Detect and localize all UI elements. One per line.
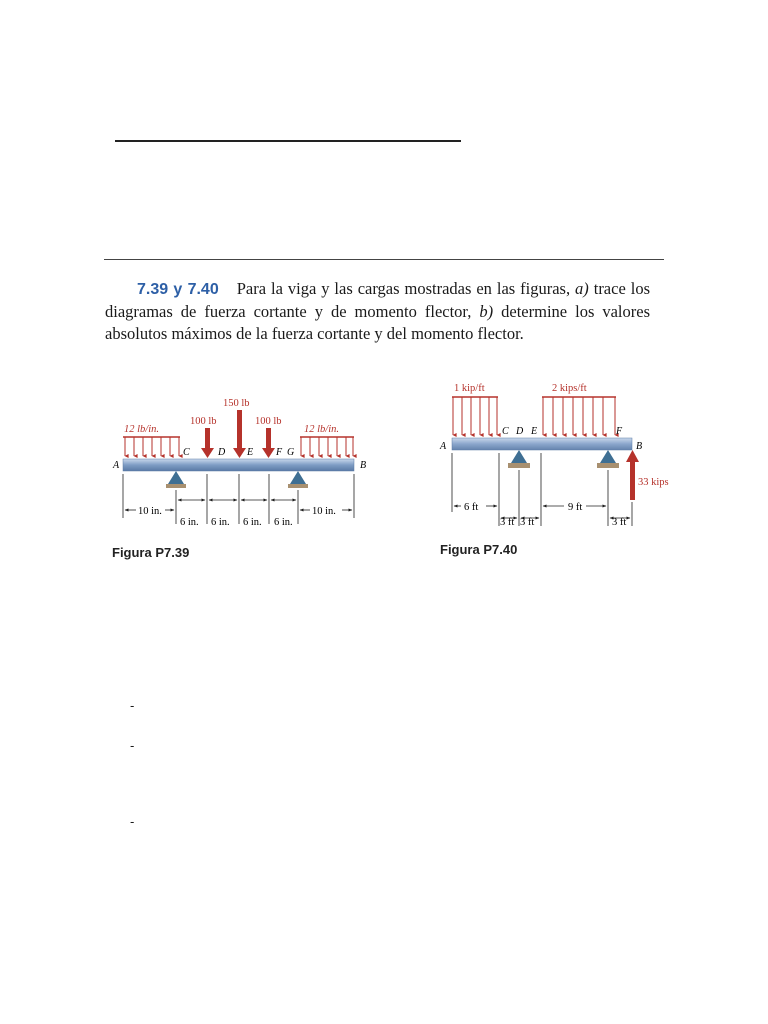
- list-dash-1: -: [130, 698, 135, 713]
- point-a-label: A: [113, 460, 120, 471]
- problem-text-1: Para la viga y las cargas mostradas en las figuras,: [236, 279, 576, 298]
- dim-left-label: 10 in.: [138, 506, 162, 517]
- pin-support-left: [166, 471, 186, 488]
- point-g-label: G: [287, 447, 295, 458]
- point-e-label: E: [247, 447, 254, 458]
- point-b-label: B: [360, 460, 367, 471]
- point-a-label: A: [440, 441, 447, 452]
- problem-statement: [105, 278, 650, 345]
- dim-right-label: 10 in.: [312, 506, 336, 517]
- point-load-f-arrow: [262, 428, 275, 458]
- dim-6ft-label: 6 ft: [464, 502, 479, 513]
- reaction-arrow: [626, 450, 639, 500]
- figure-p7-39-caption: Figura P7.39: [112, 545, 190, 560]
- dim-3ft-b-label: 3 ft: [520, 517, 535, 528]
- dim-3ft-a-label: 3 ft: [500, 517, 515, 528]
- top-rule: [115, 140, 461, 142]
- reaction-label: 33 kips: [638, 477, 669, 488]
- beam: [452, 438, 632, 450]
- dim-9ft-label: 9 ft: [568, 502, 583, 513]
- problem-text-2: trace los diagramas de fuerza cortante y de momento flector,: [105, 279, 650, 321]
- list-dash-2: -: [130, 738, 135, 753]
- figure-p7-40-drawing: [436, 378, 686, 538]
- distributed-load-right: [300, 437, 354, 456]
- pin-support-f: [597, 450, 619, 468]
- problem-number: 7.39 y 7.40: [137, 281, 219, 298]
- figure-p7-39: [110, 390, 375, 535]
- point-b-label: B: [636, 441, 643, 452]
- dim-3-label: 6 in.: [243, 517, 262, 528]
- point-load-d-arrow: [201, 428, 214, 458]
- figure-p7-40-caption: Figura P7.40: [440, 542, 518, 557]
- beam: [123, 459, 354, 471]
- distributed-load-right: [542, 397, 616, 435]
- load-d-label: 100 lb: [190, 416, 217, 427]
- problem-text-3: determine los valores absolutos máximos de la fuerza cortante y del momento flector.: [105, 302, 651, 343]
- load-left-label: 1 kip/ft: [454, 383, 485, 394]
- distributed-load-left: [452, 397, 498, 435]
- point-f-label: F: [276, 447, 283, 458]
- load-e-label: 150 lb: [223, 398, 250, 409]
- point-e-label: E: [531, 426, 538, 437]
- dim-1-label: 6 in.: [180, 517, 199, 528]
- dim-4-label: 6 in.: [274, 517, 293, 528]
- load-f-label: 100 lb: [255, 416, 282, 427]
- part-b-label: b): [479, 302, 494, 321]
- dim-3ft-c-label: 3 ft: [612, 517, 627, 528]
- point-d-label: D: [516, 426, 524, 437]
- point-d-label: D: [218, 447, 226, 458]
- load-left-label: 12 lb/in.: [124, 424, 160, 435]
- section-rule: [104, 259, 664, 260]
- point-c-label: C: [502, 426, 509, 437]
- part-a-label: a): [575, 279, 589, 298]
- dim-2-label: 6 in.: [211, 517, 230, 528]
- pin-support-d: [508, 450, 530, 468]
- figure-p7-40: [436, 378, 686, 538]
- load-right-label: 12 lb/in.: [304, 424, 340, 435]
- load-right-label: 2 kips/ft: [552, 383, 587, 394]
- point-load-e-arrow: [233, 410, 246, 458]
- distributed-load-left: [123, 437, 180, 456]
- point-f-label: F: [616, 426, 623, 437]
- figure-p7-39-drawing: [110, 390, 375, 535]
- point-c-label: C: [183, 447, 190, 458]
- pin-support-right: [288, 471, 308, 488]
- list-dash-3: -: [130, 814, 135, 829]
